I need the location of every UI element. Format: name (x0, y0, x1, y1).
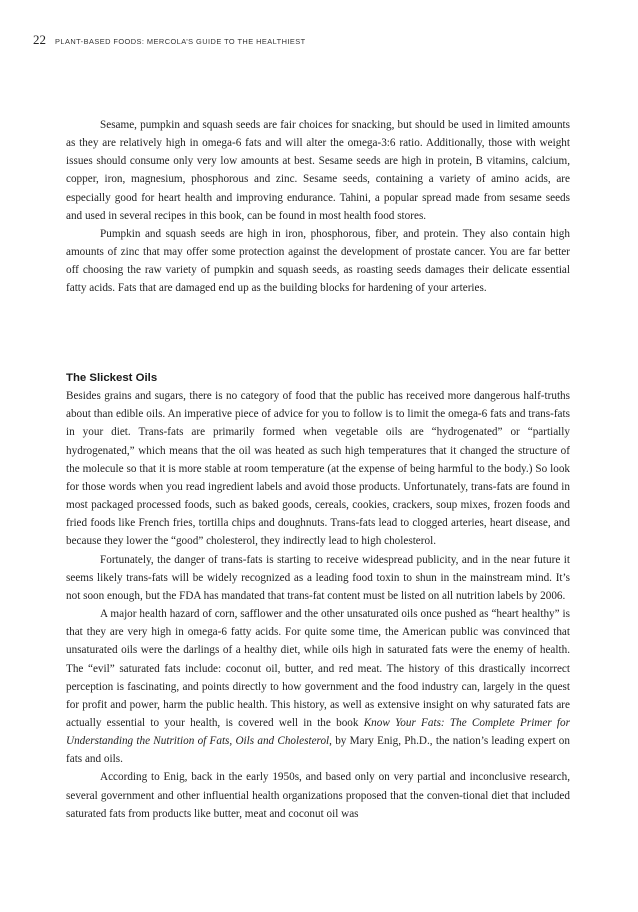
book-title: Know Your Fats: The Complete Primer for Understanding the Nutrition of Fats, Oils and Cholesterol (66, 716, 570, 748)
running-head (33, 32, 598, 48)
section-slickest-oils (66, 369, 570, 823)
paragraph-enig: According to Enig, back in the early 1950s, and based only on very partial and inconclusive research, several government and other influential health organizations proposed that the conven-tional diet that included saturated fats from products like butter, meat and coconut oil was (66, 771, 570, 820)
paragraph-text: A major health hazard of corn, safflower and the other unsaturated oils once pushed as “heart healthy” is that they are very high in omega-6 fatty acids. For quite some time, the American public was convinced that unsaturated oils were the darlings of a healthy diet, while oils high in saturated fats were the enemy of health. The “evil” saturated fats include: coconut oil, butter, and red meat. The history of this drastically incorrect perception is fascinating, and points directly to how government and the food industry can, largely in the quest for profit and power, harm the public health. This history, as well as extensive insight on why saturated fats are actually essential to your health, is covered well in the book (66, 608, 570, 729)
page-number: 22 (33, 32, 46, 47)
running-head-title: PLANT-BASED FOODS: MERCOLA’S GUIDE TO THE HEALTHIEST (55, 37, 306, 46)
paragraph-oils-intro: Besides grains and sugars, there is no category of food that the public has received more dangerous half-truths about than edible oils. An imperative piece of advice for you to follow is to limit the omega-6 fats and trans-fats in your diet. Trans-fats are primarily formed when vegetable oils are “hydrogenated” or “partially hydrogenated,” which means that the oil was heated as such high temperatures that it changed the structure of the molecule so that it is more stable at room temperature (at the expense of being harmful to the body.) So look for those words when you read ingredient labels and avoid those products. Unfortunately, trans-fats are found in most packaged processed foods, such as baked goods, cereals, cookies, crackers, soup mixes, frozen foods and fried foods like French fries, tortilla chips and doughnuts. Trans-fats lead to clogged arteries, heart disease, and because they lower the “good” cholesterol, they indirectly lead to high cholesterol. (66, 390, 570, 548)
intro-text-block (66, 116, 570, 298)
section-heading: The Slickest Oils (66, 372, 158, 384)
paragraph-unsaturated-oils (66, 605, 570, 768)
paragraph-seeds: Sesame, pumpkin and squash seeds are fair choices for snacking, but should be used in limited amounts as they are relatively high in omega-6 fats and will alter the omega-3:6 ratio. Additionally, those with weight issues should consume only very low amounts at best. Sesame seeds are high in protein, B vitamins, calcium, copper, iron, magnesium, phosphorous and zinc. Sesame seeds, containing a variety of amino acids, are especially good for heart health and improving endurance. Tahini, a popular spread made from sesame seeds and used in several recipes in this book, can be found in most health food stores. (66, 119, 570, 222)
paragraph-trans-fats: Fortunately, the danger of trans-fats is starting to receive widespread publicity, and in the near future it seems likely trans-fats will be widely recognized as a leading food toxin to shun in the mainstream mind. It’s not soon enough, but the FDA has mandated that trans-fat content must be listed on all nutrition labels by 2006. (66, 553, 570, 602)
paragraph-text: , by Mary Enig, Ph.D., the nation’s leading expert on fats and oils. (66, 735, 570, 766)
paragraph-pumpkin-squash: Pumpkin and squash seeds are high in iron, phosphorous, fiber, and protein. They also contain high amounts of zinc that may offer some protection against the development of prostate cancer. You are far better off choosing the raw variety of pumpkin and squash seeds, as roasting seeds damages their delicate essential fatty acids. Fats that are damaged end up as the building blocks for hardening of your arteries. (66, 227, 570, 295)
